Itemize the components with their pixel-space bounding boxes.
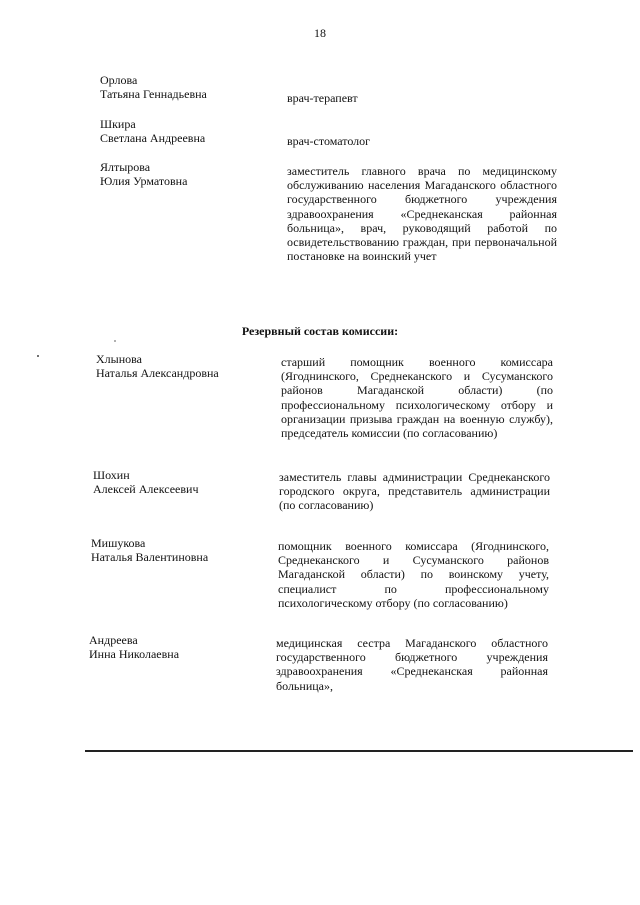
member-surname: Мишукова [91, 536, 146, 550]
reserve-section-title: Резервный состав комиссии: [241, 324, 399, 338]
member-given-names: Наталья Александровна [96, 366, 219, 380]
member-entry [100, 160, 187, 188]
member-entry [100, 73, 207, 101]
member-surname: Андреева [89, 633, 138, 647]
member-given-names: Юлия Урматовна [100, 174, 188, 188]
reserve-member-entry [89, 633, 179, 661]
member-entry [100, 117, 205, 145]
member-given-names: Инна Николаевна [89, 647, 180, 661]
page-divider-line [85, 750, 633, 752]
member-role: заместитель главного врача по медицинскому обслуживанию населения Магаданского областного государственного бюджетного учреждения здравоохранения «Среднеканская районная больница», врач, руководящий работой по освидетельствованию граждан, при первоначальной постановке на воинский учет [287, 164, 557, 264]
member-surname: Шохин [93, 468, 130, 482]
member-surname: Хлынова [96, 352, 142, 366]
member-role: заместитель главы администрации Среднеканского городского округа, представитель администрации (по согласованию) [279, 470, 550, 513]
scan-speck [37, 355, 39, 357]
page-number: 18 [314, 26, 326, 40]
member-surname: Ялтырова [100, 160, 151, 174]
member-given-names: Наталья Валентиновна [91, 550, 209, 564]
member-given-names: Татьяна Геннадьевна [100, 87, 207, 101]
reserve-member-entry [96, 352, 219, 380]
reserve-member-entry [91, 536, 208, 564]
member-role: помощник военного комиссара (Ягоднинского, Среднеканского и Сусуманского районов Магаданской области) по воинскому учету, специалист по профессиональному психологическому отбору (по согласованию) [278, 539, 549, 610]
member-given-names: Светлана Андреевна [100, 131, 206, 145]
member-given-names: Алексей Алексеевич [93, 482, 199, 496]
member-surname: Шкира [100, 117, 136, 131]
reserve-member-entry [93, 468, 199, 496]
member-role: медицинская сестра Магаданского областного государственного бюджетного учреждения здравоохранения «Среднеканская районная больница», [276, 636, 548, 693]
member-role: врач-терапевт [287, 91, 358, 105]
member-surname: Орлова [100, 73, 138, 87]
scan-speck [114, 340, 116, 342]
member-role: старший помощник военного комиссара (Ягоднинского, Среднеканского и Сусуманского районов Магаданской области) (по профессиональному психологическому отбору и организации призыва граждан на военную службу), председатель комиссии (по согласованию) [281, 355, 553, 441]
member-role: врач-стоматолог [287, 134, 371, 148]
